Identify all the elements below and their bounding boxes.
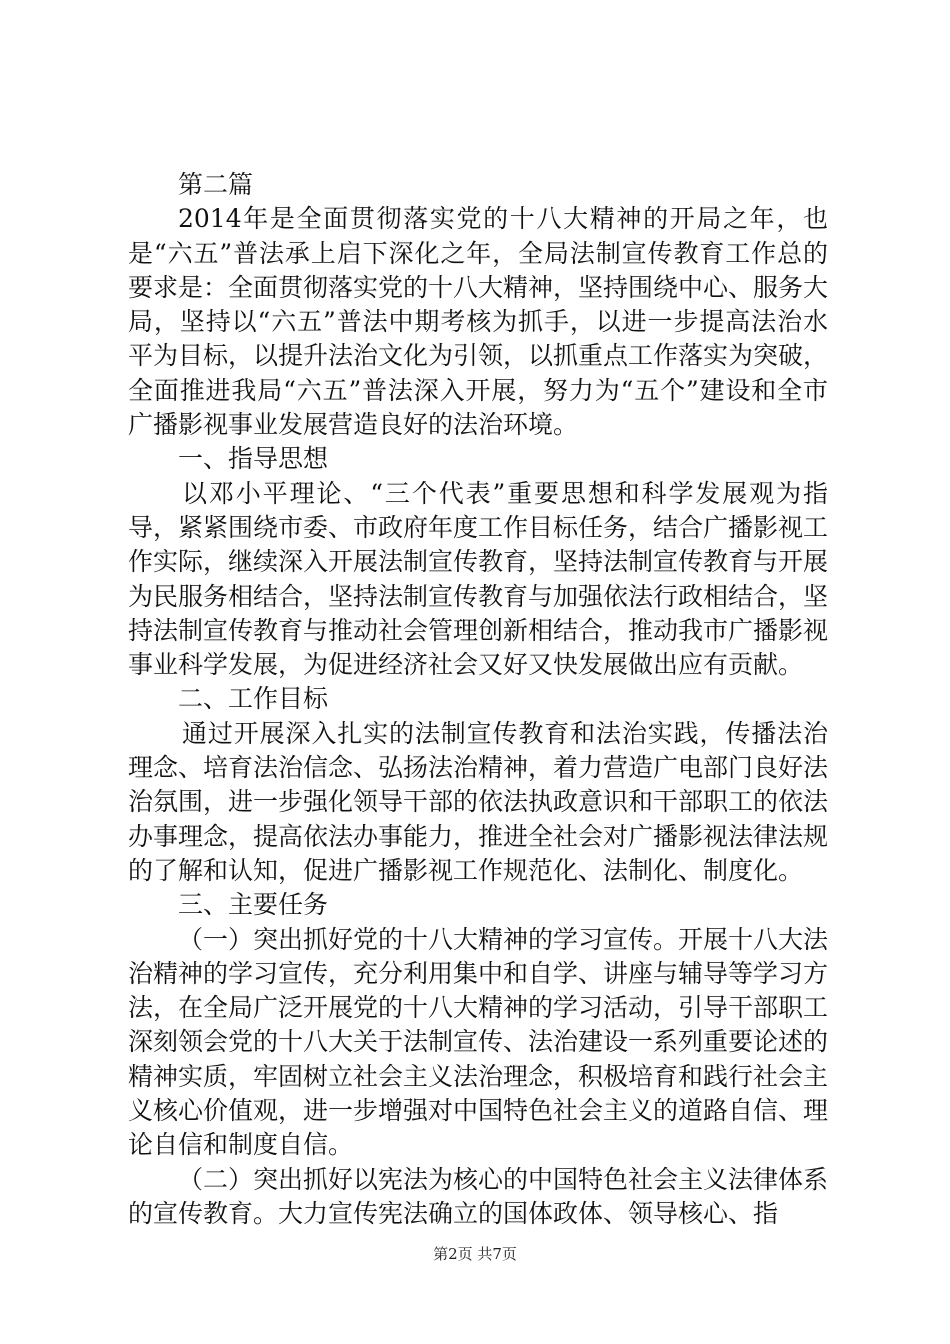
paragraph-work-goals: 通过开展深入扎实的法制宣传教育和法治实践，传播法治理念、培育法治信念、弘扬法治精神，着力营造广电部门良好法治氛围，进一步强化领导干部的依法执政意识和干部职工的依法办事理念，提高依法办事能力，推进全社会对广播影视法律法规的了解和认知，促进广播影视工作规范化、法制化、制度化。	[128, 718, 829, 885]
heading-guiding-thought: 一、指导思想	[178, 444, 329, 474]
intro-paragraph: 2014年是全面贯彻落实党的十八大精神的开局之年，也是“六五”普法承上启下深化之年，全局法制宣传教育工作总的要求是：全面贯彻落实党的十八大精神，坚持围绕中心、服务大局，坚持以“六五”普法中期考核为抓手，以进一步提高法治水平为目标，以提升法治文化为引领，以抓重点工作落实为突破，全面推进我局“六五”普法深入开展，努力为“五个”建设和全市广播影视事业发展营造良好的法治环境。	[128, 204, 829, 440]
heading-work-goals: 二、工作目标	[178, 684, 329, 714]
paragraph-guiding-thought: 以邓小平理论、“三个代表”重要思想和科学发展观为指导，紧紧围绕市委、市政府年度工作目标任务，结合广播影视工作实际，继续深入开展法制宣传教育，坚持法制宣传教育与开展为民服务相结合，坚持法制宣传教育与加强依法行政相结合，坚持法制宣传教育与推动社会管理创新相结合，推动我市广播影视事业科学发展，为促进经济社会又好又快发展做出应有贡献。	[128, 478, 829, 680]
section-title: 第二篇	[178, 170, 254, 199]
heading-main-tasks: 三、主要任务	[178, 890, 329, 920]
paragraph-task-one: （一）突出抓好党的十八大精神的学习宣传。开展十八大法治精神的学习宣传，充分利用集中和自学、讲座与辅导等学习方法，在全局广泛开展党的十八大精神的学习活动，引导干部职工深刻领会党的十八大关于法制宣传、法治建设一系列重要论述的精神实质，牢固树立社会主义法治理念，积极培育和践行社会主义核心价值观，进一步增强对中国特色社会主义的道路自信、理论自信和制度自信。	[128, 924, 829, 1160]
page-footer: 第2页 共7页	[433, 1245, 517, 1263]
paragraph-task-two: （二）突出抓好以宪法为核心的中国特色社会主义法律体系的宣传教育。大力宣传宪法确立的国体政体、领导核心、指	[128, 1164, 829, 1228]
document-body	[128, 168, 828, 1231]
